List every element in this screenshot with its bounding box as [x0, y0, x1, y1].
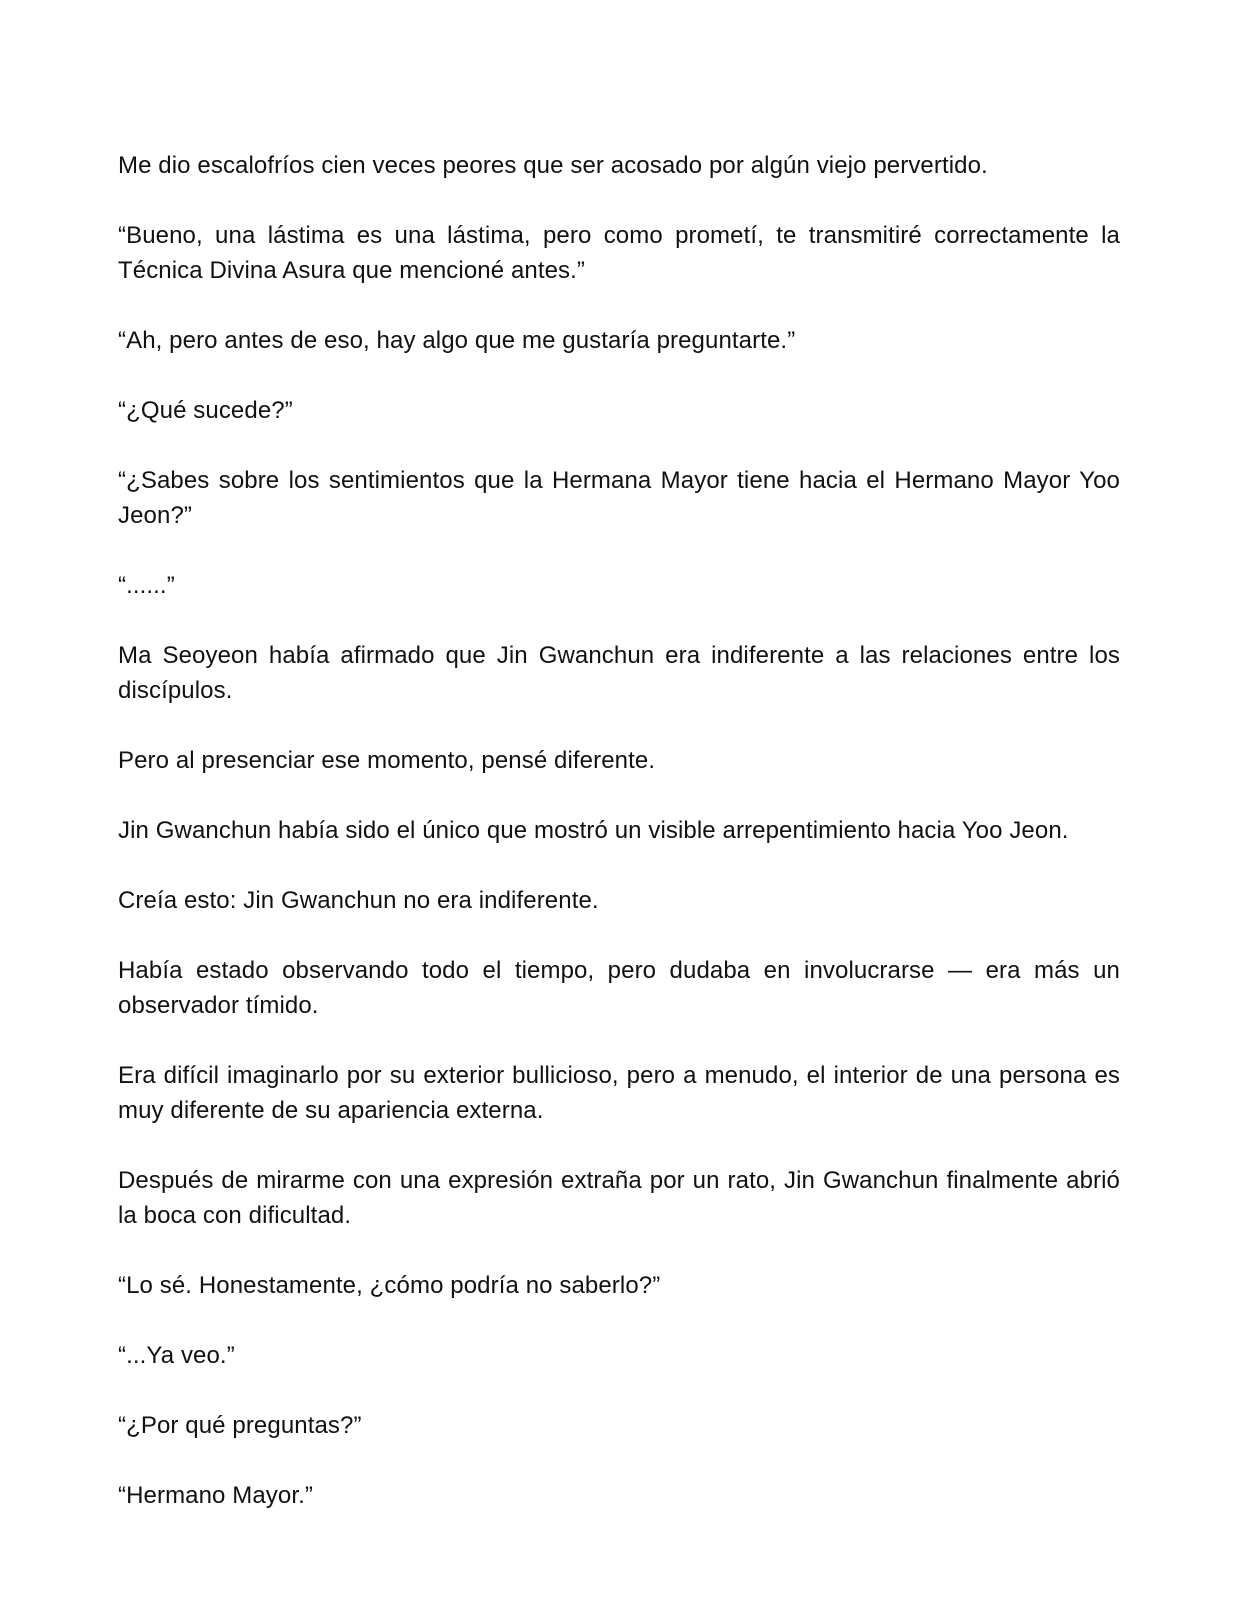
paragraph: Había estado observando todo el tiempo, pero dudaba en involucrarse — era más un observador tímido.: [118, 957, 1120, 1019]
dialogue-paragraph: “¿Por qué preguntas?”: [118, 1412, 362, 1439]
paragraph: Me dio escalofríos cien veces peores que ser acosado por algún viejo pervertido.: [118, 152, 988, 179]
paragraph: Después de mirarme con una expresión extraña por un rato, Jin Gwanchun finalmente abrió la boca con dificultad.: [118, 1167, 1120, 1229]
dialogue-paragraph: “Lo sé. Honestamente, ¿cómo podría no saberlo?”: [118, 1272, 661, 1299]
document-body: [118, 148, 1120, 1548]
paragraph: Era difícil imaginarlo por su exterior bullicioso, pero a menudo, el interior de una persona es muy diferente de su apariencia externa.: [118, 1062, 1120, 1124]
paragraph: Pero al presenciar ese momento, pensé diferente.: [118, 747, 656, 774]
dialogue-paragraph: “¿Qué sucede?”: [118, 397, 293, 424]
paragraph: Ma Seoyeon había afirmado que Jin Gwanchun era indiferente a las relaciones entre los discípulos.: [118, 642, 1120, 704]
dialogue-paragraph: “Ah, pero antes de eso, hay algo que me gustaría preguntarte.”: [118, 327, 796, 354]
dialogue-paragraph: “Bueno, una lástima es una lástima, pero como prometí, te transmitiré correctamente la Técnica Divina Asura que mencioné antes.”: [118, 222, 1120, 284]
dialogue-paragraph: “Hermano Mayor.”: [118, 1482, 313, 1509]
dialogue-paragraph: “¿Sabes sobre los sentimientos que la Hermana Mayor tiene hacia el Hermano Mayor Yoo Jeon?”: [118, 467, 1120, 529]
paragraph: Creía esto: Jin Gwanchun no era indiferente.: [118, 887, 599, 914]
paragraph: Jin Gwanchun había sido el único que mostró un visible arrepentimiento hacia Yoo Jeon.: [118, 817, 1069, 844]
dialogue-paragraph: “......”: [118, 572, 175, 599]
dialogue-paragraph: “...Ya veo.”: [118, 1342, 235, 1369]
